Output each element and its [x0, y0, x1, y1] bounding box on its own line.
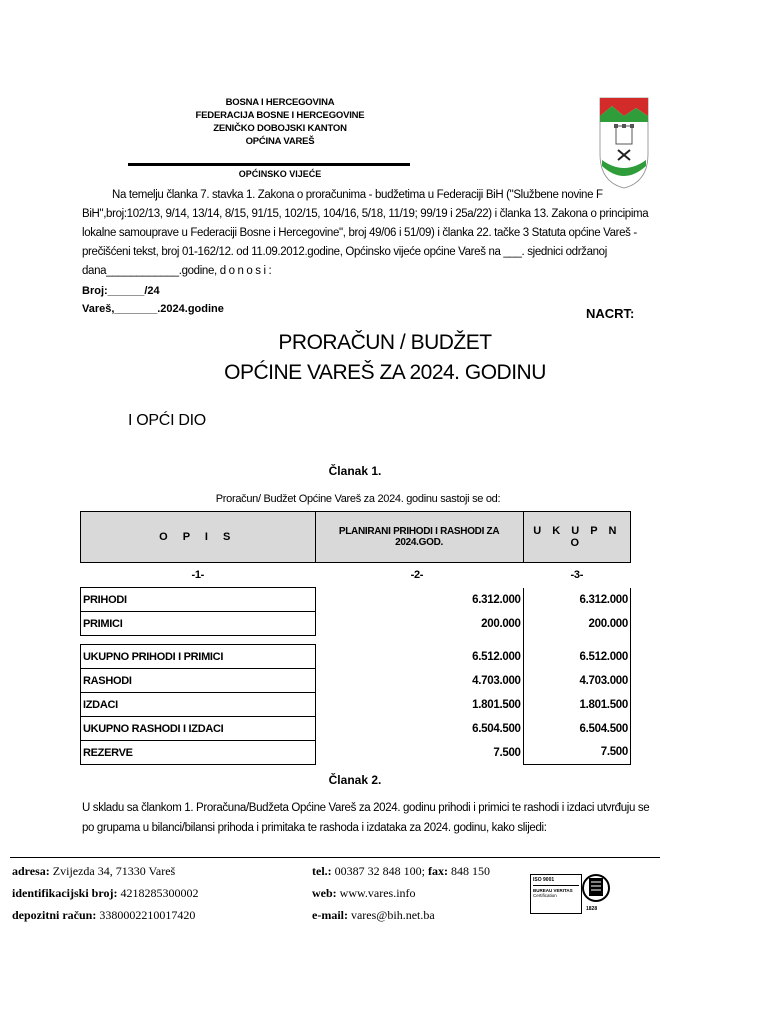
table-row	[81, 693, 631, 717]
reference-number: Broj:______/24	[82, 285, 160, 297]
row-planned: 1.801.500	[472, 698, 521, 711]
footer-address	[12, 860, 198, 882]
title-line-2: OPĆINE VAREŠ ZA 2024. GODINU	[224, 361, 546, 384]
document-reference	[82, 282, 224, 318]
id-value: 4218285300002	[120, 886, 199, 900]
header-line-municipality: OPĆINA VAREŠ	[245, 136, 315, 147]
phone-value: 00387 32 848 100;	[334, 864, 425, 878]
footer-id	[12, 882, 198, 904]
row-label: IZDACI	[81, 693, 316, 717]
municipality-crest-icon	[596, 94, 652, 190]
draft-label: NACRT:	[586, 306, 635, 321]
table-row	[81, 588, 631, 612]
cert-body: BUREAU VERITAS	[533, 888, 573, 893]
row-planned: 6.312.000	[472, 593, 521, 606]
address-label: adresa:	[12, 864, 50, 878]
column-header-total: U K U P N O	[523, 512, 630, 563]
table-spacer	[81, 636, 631, 645]
column-index-row	[81, 563, 631, 588]
article-1-text: Proračun/ Budžet Općine Vareš za 2024. godinu sastoji se od:	[215, 493, 501, 505]
header-line-federation: FEDERACIJA BOSNE I HERCEGOVINE	[195, 110, 365, 121]
row-planned: 200.000	[481, 617, 521, 630]
footer-divider	[10, 857, 660, 858]
column-header-description: O P I S	[81, 512, 316, 563]
footer-left	[12, 860, 198, 926]
row-total: 6.504.500	[523, 717, 630, 741]
row-planned: 6.512.000	[472, 650, 521, 663]
document-title	[0, 328, 770, 388]
cert-iso: ISO 9001	[533, 877, 555, 883]
row-label: UKUPNO RASHODI I IZDACI	[81, 717, 316, 741]
row-total: 4.703.000	[523, 669, 630, 693]
address-value: Zvijezda 34, 71330 Vareš	[52, 864, 176, 878]
row-total: 6.512.000	[523, 645, 630, 669]
row-planned: 7.500	[493, 746, 521, 759]
header-line-country: BOSNA I HERCEGOVINA	[225, 97, 335, 108]
row-total: 6.312.000	[523, 588, 630, 612]
row-label: RASHODI	[81, 669, 316, 693]
table-row	[81, 669, 631, 693]
web-link[interactable]: www.vares.info	[339, 886, 416, 900]
column-index-1: -1-	[191, 569, 205, 581]
table-row	[81, 645, 631, 669]
table-header-row	[81, 512, 631, 563]
row-label: PRIMICI	[81, 612, 316, 636]
row-label: PRIHODI	[81, 588, 316, 612]
certification-badge	[530, 864, 610, 916]
column-header-planned: PLANIRANI PRIHODI I RASHODI ZA 2024.GOD.	[315, 512, 523, 563]
column-index-2: -2-	[410, 569, 424, 582]
web-label: web:	[312, 886, 337, 900]
place-date: Vareš,_______.2024.godine	[82, 303, 224, 315]
row-total: 7.500	[523, 741, 630, 765]
row-total: 200.000	[523, 612, 630, 636]
row-planned: 6.504.500	[472, 722, 521, 735]
fax-value: 848 150	[451, 864, 490, 878]
cert-year: 1828	[586, 906, 598, 912]
table-row	[81, 612, 631, 636]
letterhead	[150, 96, 410, 148]
row-total: 1.801.500	[523, 693, 630, 717]
row-label: REZERVE	[81, 741, 316, 765]
table-row	[81, 717, 631, 741]
cert-type: Certification	[533, 893, 557, 898]
header-divider	[128, 163, 410, 166]
article-1-heading: Članak 1.	[328, 464, 382, 478]
email-link[interactable]: vares@bih.net.ba	[350, 908, 435, 922]
id-label: identifikacijski broj:	[12, 886, 118, 900]
footer-contact	[312, 860, 490, 926]
email-label: e-mail:	[312, 908, 348, 922]
footer-account	[12, 904, 198, 926]
council-name: OPĆINSKO VIJEĆE	[238, 169, 322, 179]
phone-label: tel.:	[312, 864, 332, 878]
legal-basis-paragraph	[82, 186, 662, 281]
footer-email	[312, 904, 490, 926]
header-line-canton: ZENIČKO DOBOJSKI KANTON	[213, 123, 347, 134]
budget-summary-table	[80, 511, 631, 765]
title-line-1: PRORAČUN / BUDŽET	[278, 331, 492, 354]
account-label: depozitni račun:	[12, 908, 97, 922]
footer-phone	[312, 860, 490, 882]
account-value: 3380002210017420	[99, 908, 196, 922]
article-2-heading: Članak 2.	[328, 773, 382, 787]
row-planned: 4.703.000	[472, 674, 521, 687]
table-row	[81, 741, 631, 765]
article-2-text: U skladu sa člankom 1. Proračuna/Budžeta Općine Vareš za 2024. godinu prihodi i primici te rashodi i izdaci utvrđuju se po grupama u bilanci/bilansi prihoda i primitaka te rashoda i izdataka za 2024. godinu, kako slijedi:	[82, 802, 650, 834]
legal-basis-text: Na temelju članka 7. stavka 1. Zakona o proračunima - budžetima u Federaciji BiH ("Službene novine F BiH",broj:102/13, 9/14, 13/14, 8/15, 91/15, 102/15, 104/16, 5/18, 11/19; 99/19 i 25a/22) i članka 13. Zakona o principima lokalne samouprave u Federaciji Bosne i Hercegovine", broj 49/06 i 51/09) i članka 22. tačke 3 Statuta općine Vareš - prečišćeni tekst, broj 01-162/12. od 11.09.2012.godine, Općinsko vijeće općine Vareš na ___. sjednici održanoj dana____________.godine, d o n o s i :	[82, 189, 649, 277]
column-index-3: -3-	[570, 569, 584, 582]
fax-label: fax:	[428, 864, 448, 878]
section-heading: I OPĆI DIO	[128, 412, 206, 429]
row-label: UKUPNO PRIHODI I PRIMICI	[81, 645, 316, 669]
footer-web	[312, 882, 490, 904]
